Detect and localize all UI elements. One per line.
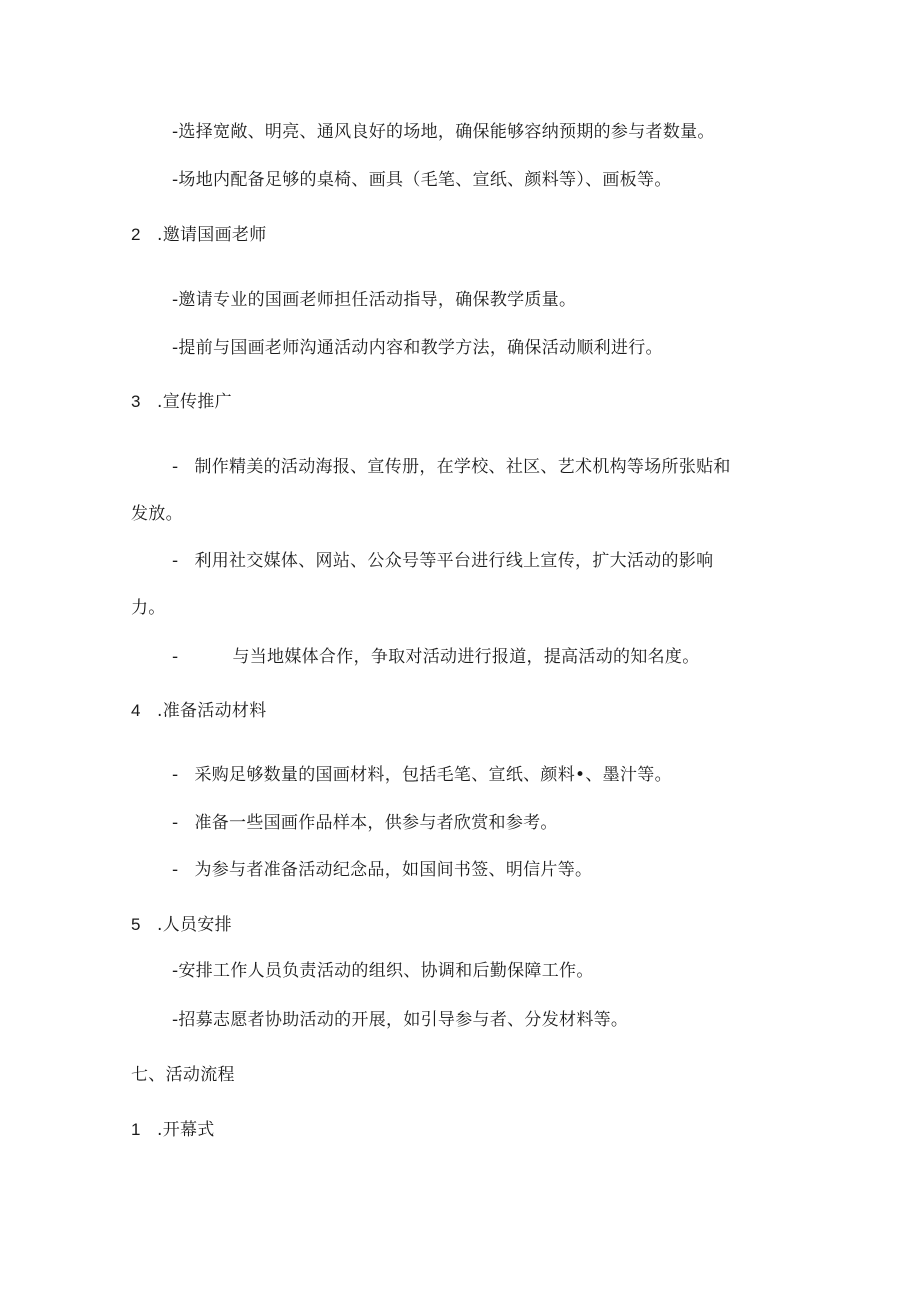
section-4-item-1 — [172, 763, 672, 787]
section-3-title: .宣传推广 — [157, 392, 232, 412]
section-4-item-1-text: 采购足够数量的国画材料，包括毛笔、宣纸、颜料•、墨汁等。 — [194, 765, 672, 785]
dash: - — [172, 457, 179, 477]
section-2-item-2: -提前与国画老师沟通活动内容和教学方法，确保活动顺利进行。 — [172, 338, 663, 358]
section-5-heading — [131, 913, 232, 937]
section-3-item-1-continued: 发放。 — [131, 504, 183, 524]
flow-item-1-number: 1 — [131, 1120, 141, 1139]
section-3-item-3-text: 与当地媒体合作，争取对活动进行报道，提高活动的知名度。 — [232, 647, 700, 667]
flow-item-1-title: .开幕式 — [157, 1120, 215, 1140]
dash: - — [172, 765, 179, 785]
section-3-item-2-text: 利用社交媒体、网站、公众号等平台进行线上宣传，扩大活动的影响 — [194, 551, 714, 571]
section-3-item-1-text: 制作精美的活动海报、宣传册，在学校、社区、艺术机构等场所张贴和 — [194, 457, 731, 477]
section-4-item-2 — [172, 811, 558, 835]
venue-item-2: -场地内配备足够的桌椅、画具（毛笔、宣纸、颜料等）、画板等。 — [172, 170, 672, 190]
section-4-number: 4 — [131, 701, 141, 720]
dash: - — [172, 647, 179, 667]
section-3-number: 3 — [131, 392, 141, 411]
flow-item-1-heading — [131, 1118, 215, 1142]
section-2-title: .邀请国画老师 — [157, 225, 267, 245]
section-2-item-1: -邀请专业的国画老师担任活动指导，确保教学质量。 — [172, 290, 577, 310]
section-5-title: .人员安排 — [157, 915, 232, 935]
section-3-item-3 — [172, 645, 700, 669]
venue-item-1: -选择宽敞、明亮、通风良好的场地，确保能够容纳预期的参与者数量。 — [172, 122, 715, 142]
section-4-item-2-text: 准备一些国画作品样本，供参与者欣赏和参考。 — [194, 813, 558, 833]
section-4-item-3-text: 为参与者准备活动纪念品，如国间书签、明信片等。 — [194, 860, 593, 880]
section-3-item-2 — [172, 549, 713, 573]
dash: - — [172, 860, 179, 880]
dash: - — [172, 813, 179, 833]
section-3-item-1 — [172, 455, 731, 479]
section-5-item-1: -安排工作人员负责活动的组织、协调和后勤保障工作。 — [172, 961, 594, 981]
section-7-heading: 七、活动流程 — [131, 1065, 235, 1085]
section-5-item-2: -招募志愿者协助活动的开展，如引导参与者、分发材料等。 — [172, 1010, 629, 1030]
section-2-number: 2 — [131, 225, 141, 244]
section-3-item-2-continued: 力。 — [131, 598, 166, 618]
section-2-heading — [131, 223, 267, 247]
section-3-heading — [131, 390, 232, 414]
section-5-number: 5 — [131, 915, 141, 934]
dash: - — [172, 551, 179, 571]
section-4-item-3 — [172, 858, 592, 882]
section-4-title: .准备活动材料 — [157, 701, 267, 721]
section-4-heading — [131, 699, 267, 723]
